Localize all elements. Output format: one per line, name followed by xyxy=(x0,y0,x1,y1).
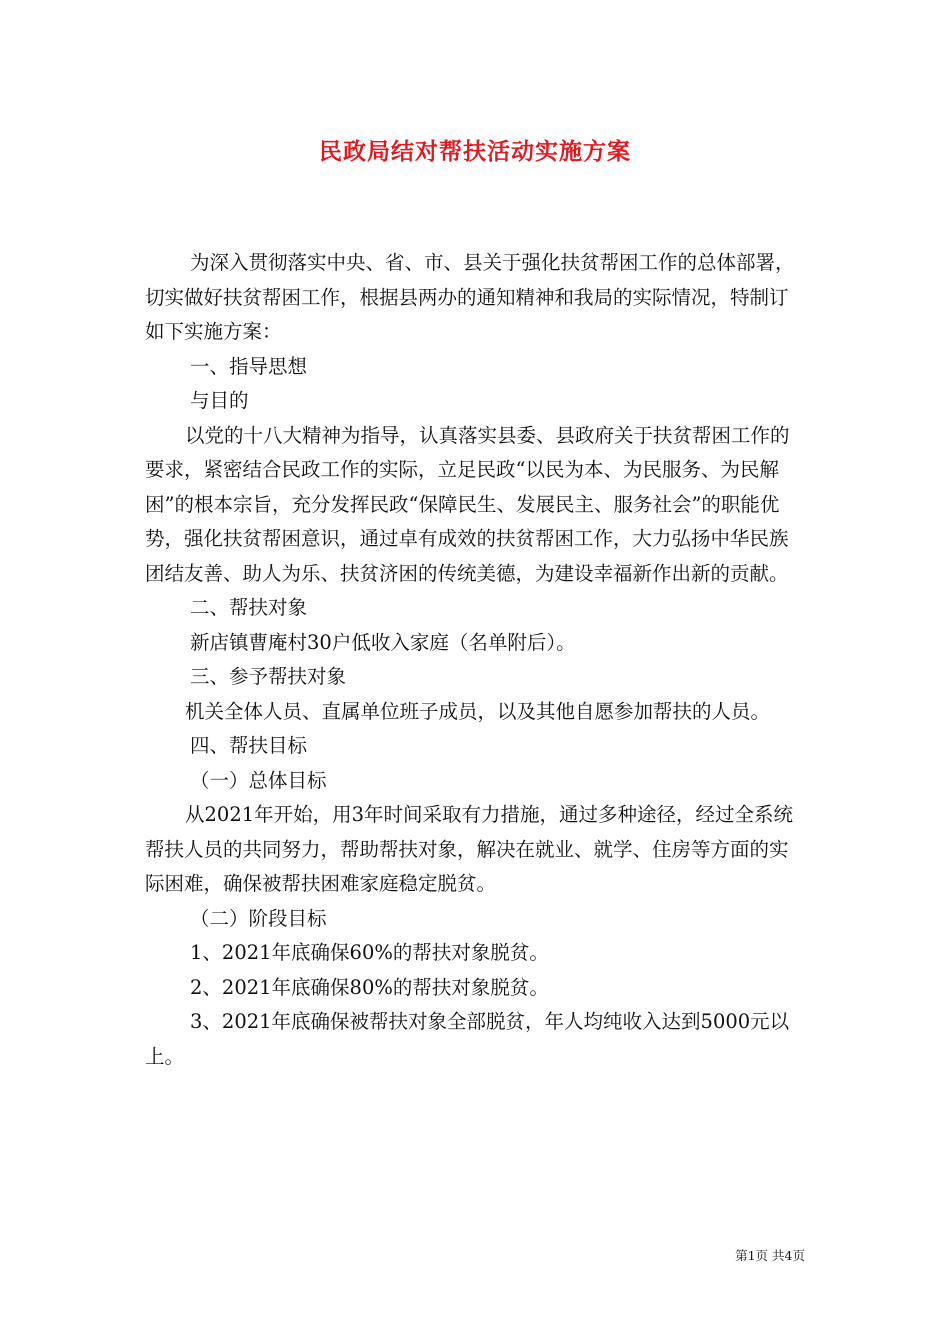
section-heading-goals: 四、帮扶目标 xyxy=(190,734,308,757)
document-title: 民政局结对帮扶活动实施方案 xyxy=(319,138,631,165)
section-heading-guiding-thought: 一、指导思想 xyxy=(190,354,308,378)
section-heading-targets: 二、帮扶对象 xyxy=(190,596,308,619)
subheading-stage-goals: （二）阶段目标 xyxy=(190,906,327,930)
participants-paragraph: 机关全体人员、直属单位班子成员，以及其他自愿参加帮扶的人员。 xyxy=(185,699,771,723)
targets-paragraph: 新店镇曹庵村30户低收入家庭（名单附后）。 xyxy=(190,630,576,654)
document-body xyxy=(145,246,807,1074)
subheading-overall-goal: （一）总体目标 xyxy=(190,768,327,792)
section-heading-participants: 三、参予帮扶对象 xyxy=(190,665,347,688)
stage-goal-item: 2、2021年底确保80%的帮扶对象脱贫。 xyxy=(190,975,549,999)
guiding-thought-paragraph: 以党的十八大精神为指导，认真落实县委、县政府关于扶贫帮困工作的要求，紧密结合民政工作的实际，立足民政“以民为本、为民服务、为民解困”的根本宗旨，充分发挥民政“保障民生、发展民主、服务社会”的职能优势，强化扶贫帮困意识，通过卓有成效的扶贫帮困工作，大力弘扬中华民族团结友善、助人为乐、扶贫济困的传统美德，为建设幸福新作出新的贡献。 xyxy=(145,423,790,585)
section-heading-continuation: 与目的 xyxy=(190,389,249,412)
intro-paragraph: 为深入贯彻落实中央、省、市、县关于强化扶贫帮困工作的总体部署，切实做好扶贫帮困工作，根据县两办的通知精神和我局的实际情况，特制订如下实施方案： xyxy=(145,251,795,343)
overall-goal-paragraph: 从2021年开始，用3年时间采取有力措施，通过多种途径，经过全系统帮扶人员的共同努力，帮助帮扶对象，解决在就业、就学、住房等方面的实际困难，确保被帮扶困难家庭稳定脱贫。 xyxy=(145,803,794,895)
page-number-footer: 第1页 共4页 xyxy=(735,1248,805,1263)
stage-goal-item: 3、2021年底确保被帮扶对象全部脱贫，年人均纯收入达到5000元以上。 xyxy=(145,1010,790,1068)
stage-goal-item: 1、2021年底确保60%的帮扶对象脱贫。 xyxy=(190,941,549,964)
